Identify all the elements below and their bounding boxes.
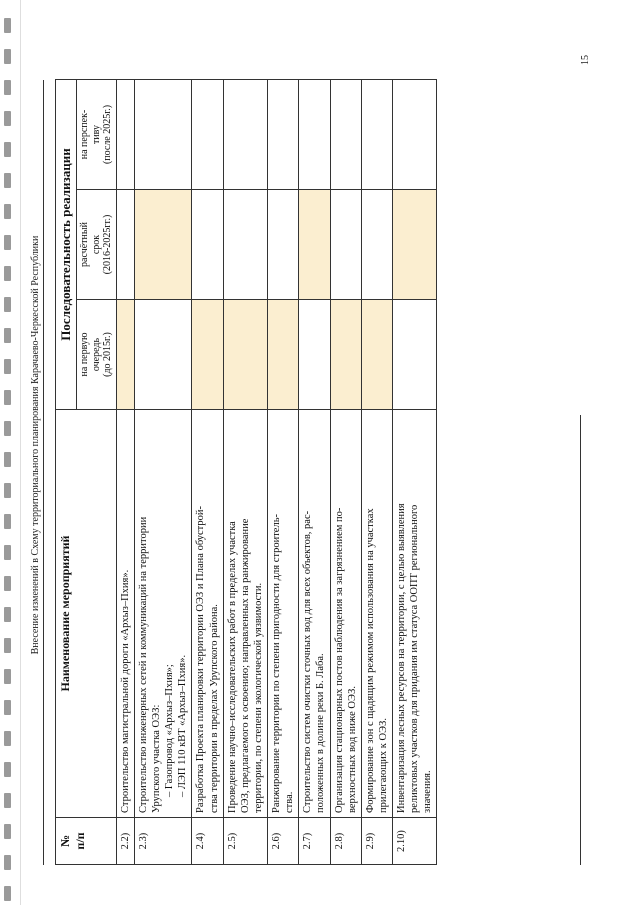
measure-text-line: положенных в долине реки Б. Лаба.: [315, 653, 327, 813]
period-cell: [330, 190, 361, 300]
table-row: [116, 79, 134, 864]
period-cell: [299, 300, 330, 410]
period-header: на перспек- тиву (после 2025г.): [77, 79, 117, 189]
measures-table: [55, 79, 437, 865]
measure-text-line: – Газопровод «Архыз–Пхия»;: [164, 664, 176, 797]
row-number: 2.7): [299, 818, 330, 865]
period-cell: [134, 300, 192, 410]
table-row: [192, 79, 223, 864]
measure-text-line: Урупского участка ОЭЗ:: [151, 704, 162, 813]
table-row: [361, 79, 392, 864]
measure-text-line: – ЛЭП 110 кВТ «Архыз–Пхия».: [177, 654, 189, 797]
measure-text-line: прилегающих к ОЭЗ.: [377, 717, 389, 813]
column-header-name: Наименование мероприятий: [56, 410, 117, 818]
row-number: 2.5): [223, 818, 267, 865]
period-cell: [299, 79, 330, 189]
header-rule: [43, 80, 44, 865]
row-number: 2.8): [330, 818, 361, 865]
measure-name: [393, 410, 437, 818]
period-cell: [116, 79, 134, 189]
measure-text-line: ства.: [284, 791, 296, 813]
period-cell: [268, 190, 299, 300]
period-cell: [134, 190, 192, 300]
row-number: 2.6): [268, 818, 299, 865]
measure-text-line: Строительство инженерных сетей и коммуникаций на территории: [137, 516, 149, 813]
period-cell: [393, 79, 437, 189]
measure-name: [361, 410, 392, 818]
period-cell: [361, 300, 392, 410]
measure-name: [299, 410, 330, 818]
measure-text-line: Формирование зон с щадящим режимом использования на участках: [364, 508, 376, 813]
measure-text-line: Проведение научно–исследовательских работ в пределах участка: [226, 521, 238, 813]
measure-name: [223, 410, 267, 818]
period-cell: [223, 300, 267, 410]
row-number: 2.10): [393, 818, 437, 865]
measure-text-line: значения.: [422, 770, 434, 813]
measure-name: [116, 410, 134, 818]
table-row: [268, 79, 299, 864]
row-number: 2.3): [134, 818, 192, 865]
period-cell: [361, 190, 392, 300]
period-cell: [268, 300, 299, 410]
column-header-sequence: Последовательность реализации: [56, 79, 77, 409]
period-cell: [361, 79, 392, 189]
period-header: расчётный срок (2016-2025гг.): [77, 190, 117, 300]
period-cell: [330, 79, 361, 189]
period-cell: [299, 190, 330, 300]
measure-text-line: ства территории в пределах Урупского района.: [208, 604, 220, 813]
period-cell: [223, 190, 267, 300]
table-row: [330, 79, 361, 864]
period-cell: [268, 79, 299, 189]
period-cell: [192, 190, 223, 300]
measure-name: [134, 410, 192, 818]
measure-text-line: Строительство магистральной дороги «Архыз–Пхия».: [119, 569, 131, 813]
measure-text-line: верхностных вод ниже ОЭЗ.: [346, 686, 358, 813]
measure-text-line: ОЭЗ, предлагаемого к освоению; направленных на ранжирование: [239, 518, 251, 813]
measure-text-line: Организация стационарных постов наблюдения за загрязнением по-: [333, 507, 345, 813]
row-number: 2.2): [116, 818, 134, 865]
document-header: Внесение изменений в Схему территориального планирования Карачаево-Черкесской Республики: [30, 235, 41, 655]
measure-text-line: Ранжирование территории по степени пригодности для строитель-: [271, 514, 282, 813]
period-cell: [393, 190, 437, 300]
column-header-number: № п/п: [56, 818, 117, 865]
period-cell: [223, 79, 267, 189]
table-row: [299, 79, 330, 864]
period-cell: [116, 190, 134, 300]
page-number: 15: [580, 55, 591, 65]
period-cell: [192, 79, 223, 189]
table-row: [393, 79, 437, 864]
measure-text-line: Разработка Проекта планировки территории ОЭЗ и Плана обустрой-: [195, 505, 207, 813]
table-row: [134, 79, 192, 864]
measure-text-line: реликтовых участков для придания им статуса ООПТ регионального: [409, 504, 421, 813]
row-number: 2.9): [361, 818, 392, 865]
period-cell: [116, 300, 134, 410]
table-row: [223, 79, 267, 864]
measure-text-line: территории, по степени экологической уязвимости.: [252, 582, 264, 813]
measure-text-line: Строительство систем очистки сточных вод для всех объектов, рас-: [302, 510, 314, 813]
table-body: [116, 79, 437, 864]
period-cell: [192, 300, 223, 410]
period-cell: [134, 79, 192, 189]
measure-name: [330, 410, 361, 818]
row-number: 2.4): [192, 818, 223, 865]
period-header: на первую очередь (до 2015г.): [77, 300, 117, 410]
measure-text-line: Инвентаризация лесных ресурсов на территории, с целью выявления: [396, 503, 407, 813]
period-cell: [330, 300, 361, 410]
period-cell: [393, 300, 437, 410]
footer-rule: [580, 415, 581, 865]
measure-name: [192, 410, 223, 818]
measure-name: [268, 410, 299, 818]
